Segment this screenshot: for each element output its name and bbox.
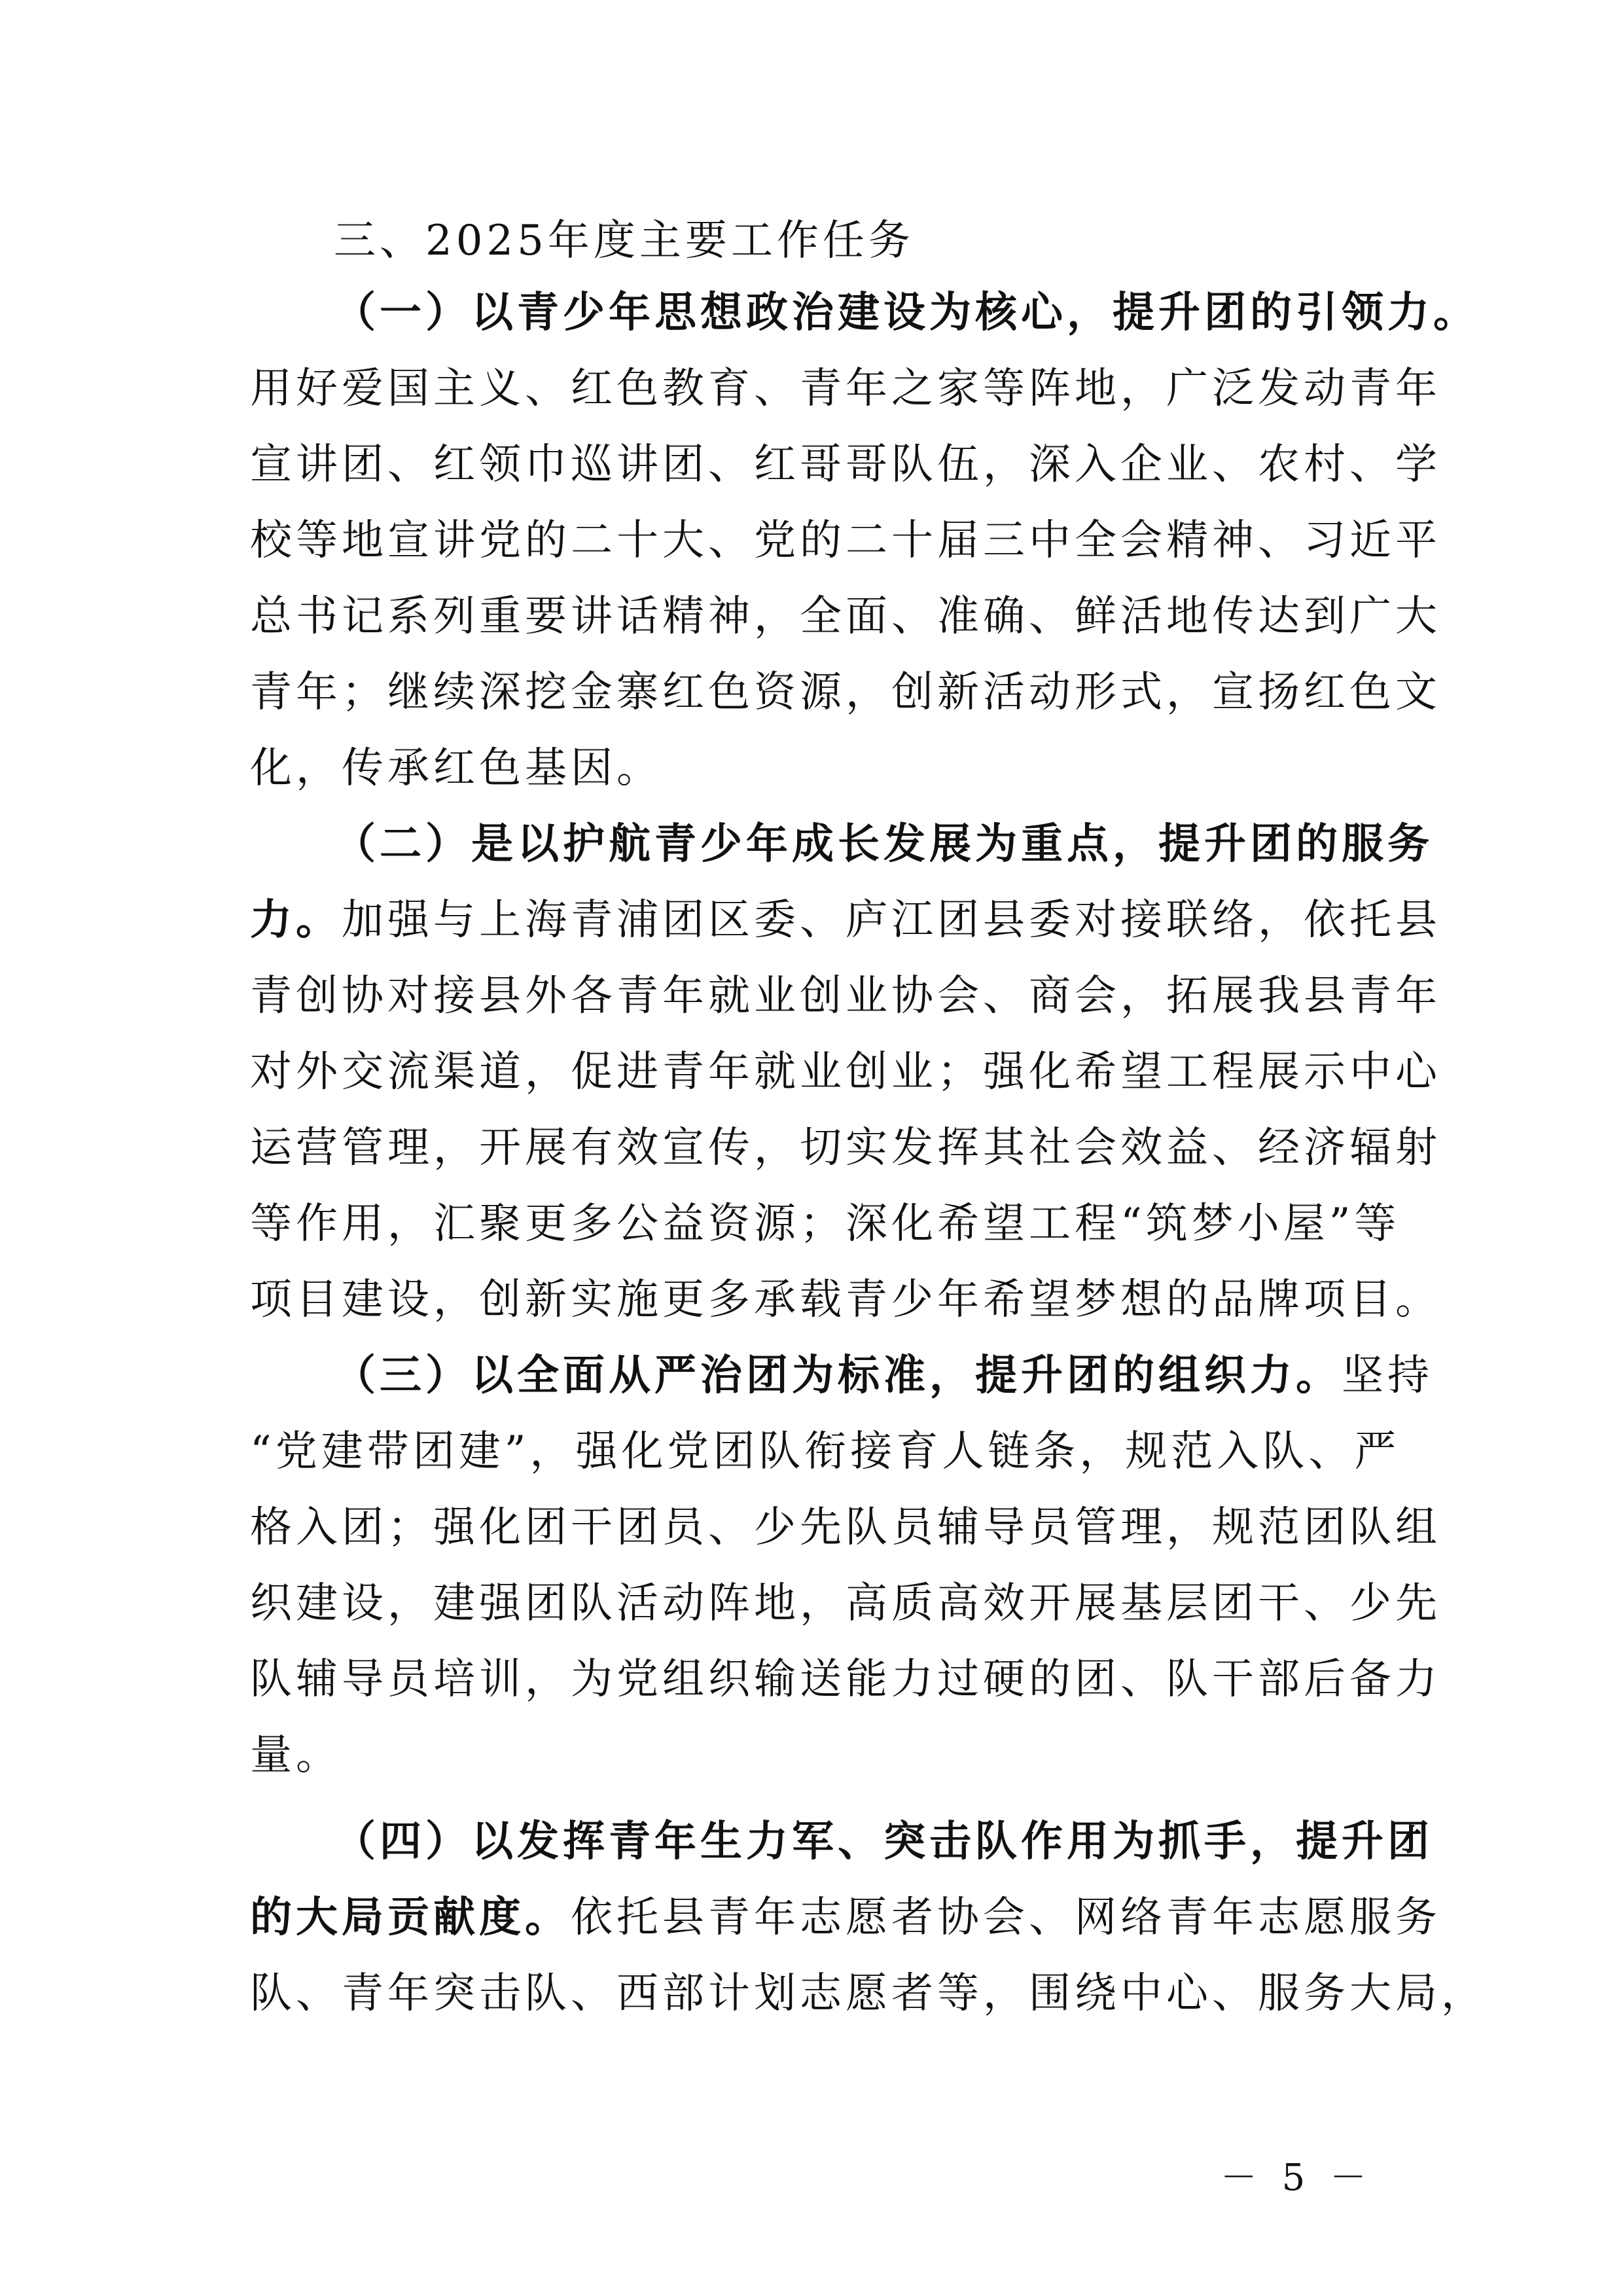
paragraph-2-line-5: 等作用，汇聚更多公益资源；深化希望工程“筑梦小屋”等 (250, 1200, 1400, 1248)
page-number: － 5 － (1220, 2157, 1373, 2199)
paragraph-3-lead-line (334, 1351, 1433, 1400)
paragraph-3-lead-rest: 坚持 (1342, 1352, 1433, 1400)
paragraph-3-line-4: 队辅导员培训，为党组织输送能力过硬的团、队干部后备力 (250, 1655, 1441, 1704)
paragraph-3-lead: （三）以全面从严治团为标准，提升团的组织力。 (334, 1351, 1342, 1400)
paragraph-4-line-2: 队、青年突击队、西部计划志愿者等，围绕中心、服务大局， (250, 1969, 1487, 2018)
paragraph-1-line-3: 校等地宣讲党的二十大、党的二十届三中全会精神、习近平 (250, 516, 1441, 565)
section-heading: 三、2025年度主要工作任务 (334, 217, 914, 265)
paragraph-2-line-6: 项目建设，创新实施更多承载青少年希望梦想的品牌项目。 (250, 1276, 1441, 1324)
paragraph-4-lead: （四）以发挥青年生力军、突击队作用为抓手，提升团 (334, 1817, 1433, 1866)
paragraph-2-line-1 (250, 895, 1441, 944)
paragraph-1-line-1: 用好爱国主义、红色教育、青年之家等阵地，广泛发动青年 (250, 365, 1441, 413)
paragraph-2-line-2: 青创协对接县外各青年就业创业协会、商会，拓展我县青年 (250, 972, 1441, 1020)
paragraph-1-lead: （一）以青少年思想政治建设为核心，提升团的引领力。 (334, 288, 1479, 337)
paragraph-3-line-5: 量。 (250, 1731, 342, 1780)
paragraph-3-line-1: “党建带团建”，强化党团队衔接育人链条，规范入队、严 (250, 1427, 1400, 1476)
paragraph-2-lead: （二）是以护航青少年成长发展为重点，提升团的服务 (334, 819, 1433, 869)
paragraph-3-line-3: 织建设，建强团队活动阵地，高质高效开展基层团干、少先 (250, 1579, 1441, 1628)
paragraph-2-line-4: 运营管理，开展有效宣传，切实发挥其社会效益、经济辐射 (250, 1124, 1441, 1172)
paragraph-3-line-2: 格入团；强化团干团员、少先队员辅导员管理，规范团队组 (250, 1503, 1441, 1552)
paragraph-4-lead-end: 的大局贡献度。 (250, 1893, 571, 1942)
paragraph-2-lead-end: 力。 (250, 895, 342, 944)
paragraph-2-line-1-text: 加强与上海青浦团区委、庐江团县委对接联络，依托县 (342, 896, 1441, 944)
paragraph-2-line-3: 对外交流渠道，促进青年就业创业；强化希望工程展示中心 (250, 1048, 1441, 1096)
paragraph-1-line-2: 宣讲团、红领巾巡讲团、红哥哥队伍，深入企业、农村、学 (250, 440, 1441, 489)
paragraph-1-line-5: 青年；继续深挖金寨红色资源，创新活动形式，宣扬红色文 (250, 668, 1441, 717)
paragraph-4-line-1-text: 依托县青年志愿者协会、网络青年志愿服务 (571, 1893, 1441, 1942)
paragraph-4-line-1 (250, 1893, 1441, 1942)
paragraph-1-line-4: 总书记系列重要讲话精神，全面、准确、鲜活地传达到广大 (250, 592, 1441, 641)
paragraph-1-line-6: 化，传承红色基因。 (250, 744, 662, 793)
